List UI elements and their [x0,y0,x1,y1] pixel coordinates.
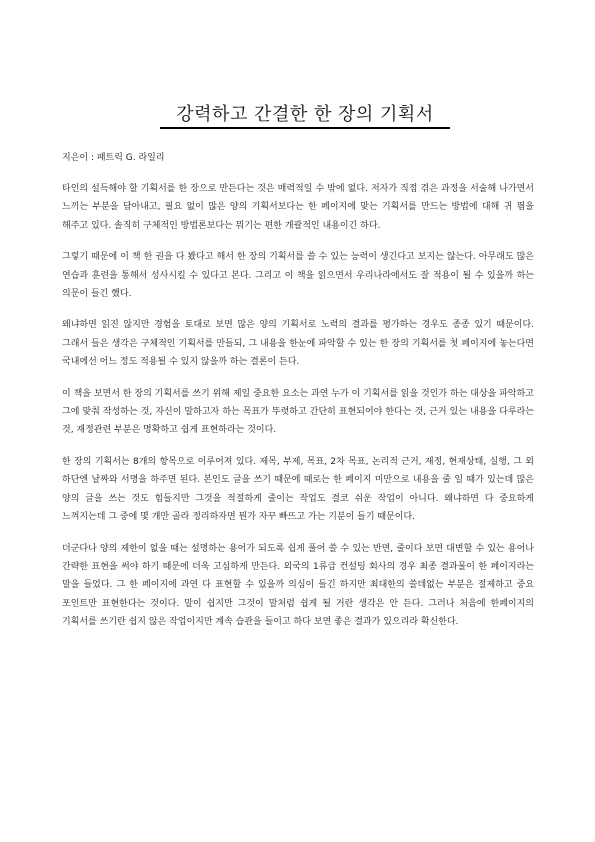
paragraph-3: 왜냐하면 읽진 않지만 경험을 토대로 보면 많은 양의 기획서로 노력의 결과를 평가하는 경우도 종종 있기 때문이다. 그래서 들은 생각은 구체적인 기획서를 만들되, 그 내용을 한눈에 파악할 수 있는 한 장의 기획서를 첫 페이지에 놓는다면 국내에선 어느 정도 적용될 수 있지 않을까 하는 결론이 든다. [62,320,534,368]
paragraph-5: 한 장의 기획서는 8개의 항목으로 이루어져 있다. 제목, 부제, 목표, 2차 목표, 논리적 근거, 재정, 현재상태, 실행, 그 외 하단엔 날짜와 서명을 하주면 된다. 본인도 글을 쓰기 때문에 때로는 한 페이지 미만으로 내용을 줄 일 때가 있는데 많은 양의 글을 쓰는 것도 힘들지만 그것을 적절하게 줄이는 작업도 결코 쉬운 작업이 아니다. 왜냐하면 다 중요하게 느껴지는데 그 중에 몇 개만 골라 정리하자면 뭔가 자꾸 빠뜨고 가는 기분이 들기 때문이다. [62,456,534,523]
paragraph-1: 타인의 설득해야 할 기획서를 한 장으로 만든다는 것은 매력적일 수 밖에 없다. 저자가 직접 겪은 과정을 서술해 나가면서 느끼는 부분을 담아내고, 필요 없이 많은 양의 기획서보다는 한 페이지에 맞는 기획서를 만드는 방법에 대해 귀 띔을 해주고 있다. 솔직히 구체적인 방법론보다는 뭐기는 편한 개괄적인 내용이긴 하다. [62,184,534,231]
document-body [62,180,534,645]
title-underline [160,127,450,129]
author-line: 지은이 : 패트릭 G. 라일리 [62,153,165,163]
document-title: 강력하고 간결한 한 장의 기획서 [176,104,434,125]
paragraph-2: 그렇기 때문에 이 책 한 권을 다 봤다고 해서 한 장의 기획서를 쓸 수 있는 능력이 생긴다고 보지는 않는다. 아무래도 많은 연습과 훈련을 통해서 성사시킬 수 있다고 본다. 그리고 이 책을 읽으면서 우리나라에서도 잘 적용이 될 수 있을까 하는 의문이 들긴 했다. [62,252,534,300]
paragraph-6: 더군다나 양의 제한이 없을 때는 설명하는 용어가 되도록 쉽게 풀어 쓸 수 있는 반면, 줄이다 보면 대변할 수 있는 용어나 간략한 표현을 써야 하기 때문에 더욱 고심하게 만든다. 외국의 1류급 컨설팅 회사의 경우 최종 결과물이 한 페이지라는 말을 들었다. 그 한 페이지에 과연 다 표현할 수 있을까 의심이 들긴 하지만 최대한의 쓸데없는 부분은 절제하고 중요 포인트만 표현한다는 것이다. 말이 쉽지만 그것이 말처럼 쉽게 될 거란 생각은 안 든다. 그러나 처음에 한페이지의 기획서를 쓰기란 쉽지 않은 작업이지만 계속 습관을 들이고 하다 보면 좋은 결과가 있으리라 확신한다. [62,543,534,628]
paragraph-4: 이 책을 보면서 한 장의 기획서를 쓰기 위해 제일 중요한 요소는 과연 누가 이 기획서를 읽을 것인가 하는 대상을 파악하고 그에 맞춰 작성하는 것, 자신이 말하고자 하는 목표가 뚜렷하고 간단히 표현되어야 한다는 것, 근거 있는 내용을 다루라는 것, 재정관련 부분은 명확하고 쉽게 표현하라는 것이다. [62,388,534,436]
